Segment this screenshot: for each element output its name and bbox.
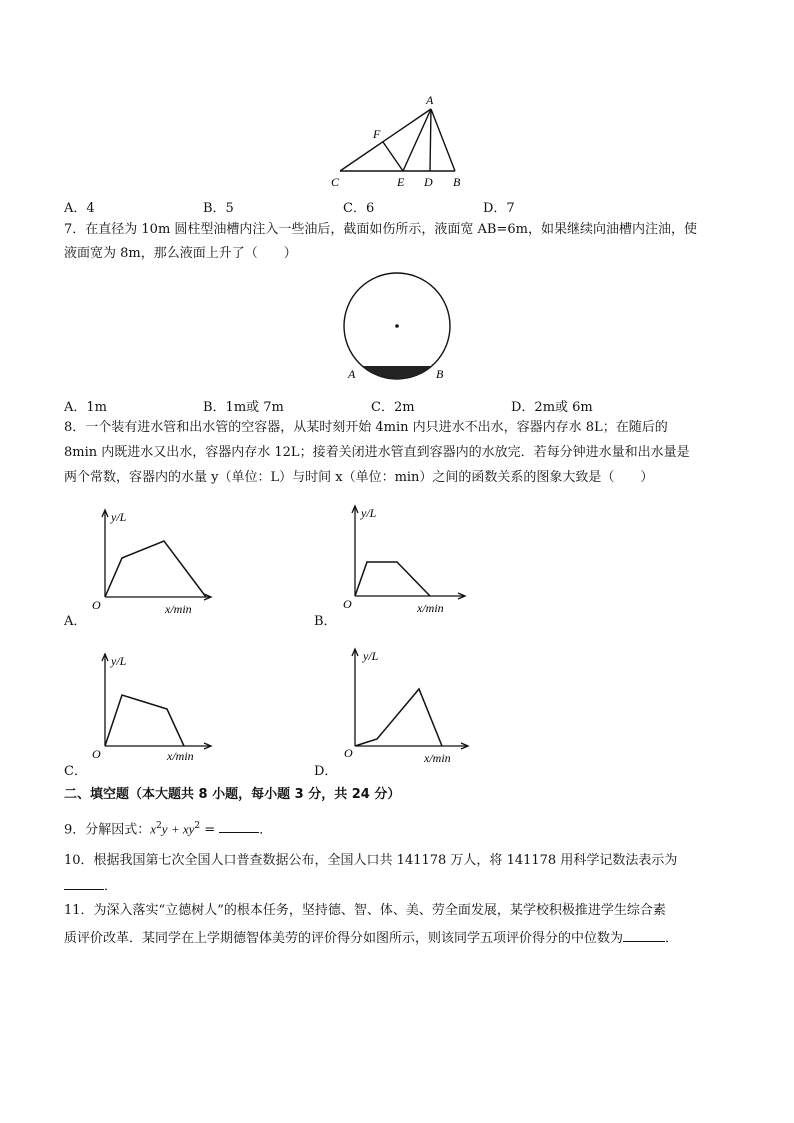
- q6-option-c: C．6: [343, 201, 375, 216]
- label-b: B: [436, 367, 444, 381]
- q7-circle-figure: [338, 270, 458, 385]
- q9-exp-a: 2: [156, 821, 162, 831]
- q9-expr-b: y + xy: [161, 821, 195, 837]
- q7-text-line1: 7．在直径为 10m 圆柱型油槽内注入一些油后，截面如伤所示，液面宽 AB=6m，如果继续向油槽内注油，使: [64, 222, 697, 237]
- graph-b-origin: O: [343, 597, 352, 611]
- label-a: A: [348, 367, 356, 381]
- q6-option-b: B．5: [203, 201, 234, 216]
- q10-suffix: ．: [104, 879, 118, 894]
- q11-text-body: 质评价改革．某同学在上学期德智体美劳的评价得分如图所示，则该同学五项评价得分的中位数为: [64, 931, 624, 946]
- graph-d-origin: O: [344, 746, 353, 760]
- graph-a-origin: O: [92, 598, 101, 612]
- q9-suffix: ．: [259, 822, 273, 838]
- q6-triangle-figure: [325, 92, 475, 192]
- label-a: A: [426, 93, 434, 107]
- graph-c-curve: [105, 695, 184, 746]
- q11-text-line2: [64, 929, 678, 947]
- graph-c-origin: O: [92, 747, 101, 761]
- q8-option-d: D．: [314, 764, 338, 779]
- graph-b-curve: [355, 562, 430, 596]
- q9-expr-a: x: [150, 821, 157, 837]
- graph-c-xlabel: x/min: [167, 749, 194, 763]
- graph-c-ylabel: y/L: [111, 654, 127, 668]
- q8-graph-a: [85, 505, 215, 620]
- q8-option-a: A．: [64, 614, 87, 629]
- q9-expr-c: =: [200, 822, 220, 838]
- label-b: B: [453, 175, 461, 189]
- q10-text-line1: 10．根据我国第七次全国人口普查数据公布，全国人口共 141178 万人，将 141178 用科学记数法表示为: [64, 853, 678, 868]
- q6-option-d: D．7: [483, 201, 515, 216]
- section2-title: 二、填空题（本大题共 8 小题，每小题 3 分，共 24 分）: [64, 787, 401, 802]
- center-dot: [395, 324, 399, 328]
- q7-option-d: D．2m或 6m: [511, 400, 593, 415]
- q11-answer-blank[interactable]: [623, 929, 665, 942]
- graph-b-ylabel: y/L: [361, 506, 377, 520]
- graph-a-xlabel: x/min: [165, 602, 192, 616]
- q8-graph-b: [335, 500, 470, 620]
- segment-ad: [430, 109, 431, 171]
- graph-d-curve: [355, 689, 442, 746]
- q8-graph-d: [335, 643, 475, 768]
- graph-a-curve: [105, 541, 206, 597]
- q9-answer-blank[interactable]: [219, 820, 259, 833]
- graph-d-xlabel: x/min: [424, 751, 451, 765]
- q9-exp-b: 2: [194, 821, 201, 831]
- q6-option-a: A．4: [64, 201, 95, 216]
- q10-text-line2: [64, 877, 117, 895]
- q8-text-line2: 8min 内既进水又出水，容器内存水 12L；接着关闭进水管直到容器内的水放完．若每分钟进水量和出水量是: [64, 445, 690, 460]
- segment-fe: [383, 142, 403, 171]
- q8-option-c: C．: [64, 764, 87, 779]
- graph-a-ylabel: y/L: [111, 510, 127, 524]
- q7-text-line2: 液面宽为 8m，那么液面上升了（ ）: [64, 246, 297, 261]
- graph-d-ylabel: y/L: [363, 649, 379, 663]
- q9-text: [64, 818, 272, 838]
- label-d: D: [424, 175, 433, 189]
- q11-suffix: ．: [665, 931, 679, 946]
- label-c: C: [331, 175, 340, 189]
- q8-option-b: B．: [314, 614, 337, 629]
- q11-text-line1: 11．为深入落实“立德树人”的根本任务，坚持德、智、体、美、劳全面发展，某学校积极推进学生综合素: [64, 903, 666, 918]
- segment-ab: [431, 109, 455, 171]
- graph-b-xlabel: x/min: [417, 601, 444, 615]
- q7-option-c: C．2m: [371, 400, 415, 415]
- label-e: E: [397, 175, 405, 189]
- label-f: F: [373, 127, 381, 141]
- q7-option-b: B．1m或 7m: [203, 400, 284, 415]
- q8-text-line1: 8．一个装有进水管和出水管的空容器，从某时刻开始 4min 内只进水不出水，容器内存水 8L；在随后的: [64, 420, 668, 435]
- q8-graph-c: [85, 648, 215, 768]
- q10-answer-blank[interactable]: [64, 877, 104, 890]
- q7-option-a: A．1m: [64, 400, 107, 415]
- q9-prefix: 9．分解因式：: [64, 822, 151, 838]
- q8-text-line3: 两个常数，容器内的水量 y（单位：L）与时间 x（单位：min）之间的函数关系的图象大致是（ ）: [64, 470, 654, 485]
